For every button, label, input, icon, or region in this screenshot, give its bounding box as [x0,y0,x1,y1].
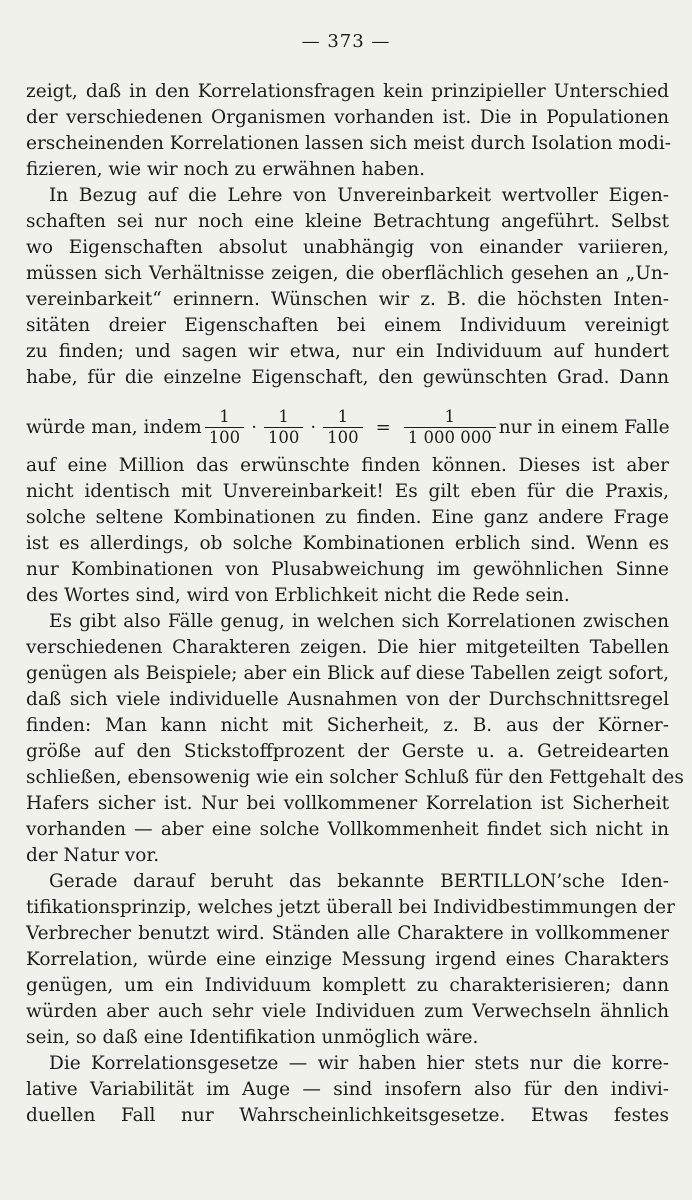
fraction-denominator: 1 000 000 [407,427,492,447]
text-line: vereinbarkeit“ erinnern. Wünschen wir z. B. die höchsten Inten- [26,289,669,310]
text-line: wo Eigenschaften absolut unabhängig von einander variieren, [26,237,669,258]
text-line: tifikationsprinzip, welches jetzt überall bei Individbestimmungen der [26,897,675,918]
fraction-numerator: 1 [444,406,455,426]
result-fraction [404,407,496,448]
text-line: lative Variabilität im Auge — sind insofern also für den indivi- [26,1079,669,1100]
text-line: nur Kombinationen von Plusabweichung im gewöhnlichen Sinne [26,559,669,580]
text-line: sein, so daß eine Identifikation unmöglich wäre. [26,1027,479,1048]
fraction-numerator: 1 [278,406,289,426]
text-line: ist es allerdings, ob solche Kombinationen erblich sind. Wenn es [26,533,669,554]
multiply-sign: · [251,416,257,438]
fraction-denominator: 100 [267,427,300,447]
text-line: nicht identisch mit Unvereinbarkeit! Es gilt eben für die Praxis, [26,481,669,502]
fraction-numerator: 1 [219,406,230,426]
fraction-numerator: 1 [337,406,349,426]
text-line: sitäten dreier Eigenschaften bei einem Individuum vereinigt [26,315,669,336]
text-line: zeigt, daß in den Korrelationsfragen kein prinzipieller Unterschied [26,81,669,102]
multiply-sign: · [310,416,317,438]
fraction [323,407,363,448]
text-line: schaften sei nur noch eine kleine Betrachtung angeführt. Selbst [26,211,669,232]
equals-sign: = [375,416,391,438]
text-line: würden aber auch sehr viele Individuen zum Verwechseln ähnlich [26,1001,669,1022]
text-line: fizieren, wie wir noch zu erwähnen haben. [26,159,425,180]
text-line: Hafers sicher ist. Nur bei vollkommener Korrelation ist Sicherheit [26,793,669,814]
text-line: des Wortes sind, wird von Erblichkeit nicht die Rede sein. [26,585,570,606]
text-line: verschiedenen Charakteren zeigen. Die hier mitgeteilten Tabellen [26,637,669,658]
text-line: zu finden; und sagen wir etwa, nur ein Individuum auf hundert [26,341,669,362]
fraction [205,407,245,448]
page-number: — 373 — [301,31,391,52]
fraction [264,407,304,448]
text-line: genügen, um ein Individuum komplett zu charakterisieren; dann [26,975,669,996]
text-line: solche seltene Kombinationen zu finden. Eine ganz andere Frage [26,507,669,528]
text-line: habe, für die einzelne Eigenschaft, den gewünschten Grad. Dann [26,367,669,388]
text-line: finden: Man kann nicht mit Sicherheit, z. B. aus der Körner- [26,715,669,736]
text-line: vorhanden — aber eine solche Vollkommenheit findet sich nicht in [26,819,669,840]
fraction-denominator: 100 [327,427,359,447]
text-line: der verschiedenen Organismen vorhanden ist. Die in Populationen [26,107,669,128]
formula-lead-text: würde man, indem [26,416,202,438]
text-line: erscheinenden Korrelationen lassen sich meist durch Isolation modi- [26,133,672,154]
text-line: Gerade darauf beruht das bekannte BERTILLON’sche Iden- [49,871,669,892]
text-line: daß sich viele individuelle Ausnahmen von der Durchschnittsregel [26,689,669,710]
text-line: größe auf den Stickstoffprozent der Gerste u. a. Getreidearten [26,741,669,762]
text-line: genügen als Beispiele; aber ein Blick auf diese Tabellen zeigt sofort, [26,663,669,684]
text-line: Korrelation, würde eine einzige Messung irgend eines Charakters [26,949,669,970]
text-line: müssen sich Verhältnisse zeigen, die oberflächlich gesehen an „Un- [26,263,669,284]
text-line: Die Korrelationsgesetze — wir haben hier stets nur die korre- [49,1053,669,1074]
text-line: In Bezug auf die Lehre von Unvereinbarkeit wertvoller Eigen- [49,185,669,206]
formula-trail-text: nur in einem Falle [498,416,670,438]
text-line: schließen, ebensowenig wie ein solcher Schluß für den Fettgehalt des [26,767,684,788]
text-line: auf eine Million das erwünschte finden können. Dieses ist aber [26,455,669,476]
fraction-denominator: 100 [208,427,241,447]
text-line: duellen Fall nur Wahrscheinlichkeitsgesetze. Etwas festes [26,1105,669,1126]
text-line: Es gibt also Fälle genug, in welchen sich Korrelationen zwischen [49,611,669,632]
text-line: der Natur vor. [26,845,160,866]
formula-line [26,401,669,453]
text-line: Verbrecher benutzt wird. Ständen alle Charaktere in vollkommener [26,923,669,944]
